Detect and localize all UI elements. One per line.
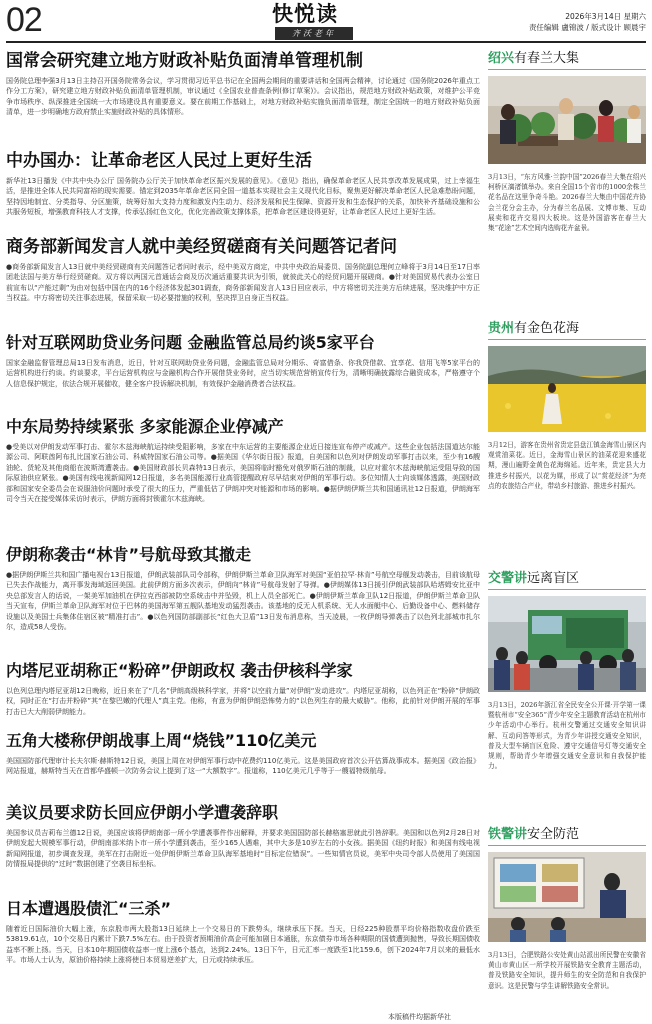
sidebar-title-place: 绍兴 [488,51,515,66]
article-body: 新华社13日播发《中共中央办公厅 国务院办公厅关于加快革命老区振兴发展的意见》。《意见》指出，确保革命老区人民共享改革发展成果，过上幸福生活，是推进全体人民共同富裕的现实需要。锚定到2035年革命老区同全国一道基本实现社会主义现代化目标，聚焦更好解决革命老区人民急难愁盼问题，坚持因地制宜、分类指导、分区施策，统筹好加大支持力度和激发内生动力、经济发展和民生保障、资源开发和生态保护的关系，加快补齐基础设施和公共服务短板，增强教育科技人才支撑，传承弘扬红色文化，优化完善政策支撑体系，把革命老区建设得更好，让革命老区人民过上更好生活。 [6,177,480,217]
article-10 [6,898,480,978]
sidebar-title-rest: 有金色花海 [514,321,580,336]
article-body: 国务院总理李强3月13日主持召开国务院常务会议，学习贯彻习近平总书记在全国两会期间的重要讲话和全国两会精神，讨论通过《国务院2026年重点工作分工方案》，研究建立地方财政补贴负面清单管理机制，审议通过《全国农业普查条例(修订草案)》。会议指出，规范地方财政补贴政策，对维护公平竞争市场秩序、纵深推进全国统一大市场建设具有重要意义。要在前期工作基础上，对地方财政补贴实施负面清单管理，制定全国统一的地方财政补贴负面清单，进一步明确地方政府禁止实施财政补贴的具体情形。 [6,77,480,117]
editor-credits: 责任编辑 盧锦波 / 版式设计 顾晨宇 [528,23,646,32]
article-headline: 内塔尼亚胡称正“粉碎”伊朗政权 袭击伊核科学家 [6,661,353,680]
page-number: 02 [6,1,42,39]
sidebar-story-4 [488,826,646,1024]
article-headline: 日本遭遇股债汇“三杀” [6,899,172,918]
photo-sidebar [488,50,646,1024]
article-2 [6,150,480,236]
article-headline: 针对互联网助贷业务问题 金融监管总局约谈5家平台 [6,333,375,352]
sidebar-title-place: 贵州 [488,321,515,336]
article-4 [6,332,480,416]
orchid-fair-photo [488,76,646,164]
sidebar-title-place: 交警讲 [488,571,528,586]
photo-caption: 3月13日，合肥铁路公安处黄山站派出所民警在安徽省黄山市黄山区一所学校开展铁路安全教育主题活动，普及铁路安全知识，提升师生的安全防范和自我保护意识。这是民警与学生讲解铁路安全常识。 [488,951,646,990]
article-5 [6,416,480,544]
article-7 [6,660,480,730]
sidebar-title [488,320,646,340]
header-divider [6,41,646,43]
article-headline: 伊朗称袭击“林肯”号航母致其撤走 [6,545,252,564]
article-headline: 中东局势持续紧张 多家能源企业停减产 [6,417,284,436]
photo-caption: 3月12日，游客在贵州省贵定县盘江镇金海雪山景区内观赏油菜花。近日，金海雪山景区的油菜花迎来盛花期，漫山遍野金黄色花海绵延。近年来，贵定县大力推进乡村振兴，以花为媒，形成了以“赏花经济”为亮点的农旅结合产业，带动乡村旅游、推进乡村振兴。 [488,441,646,490]
sidebar-title [488,50,646,70]
sidebar-title [488,570,646,590]
article-body: ●商务部新闻发言人13日就中美经贸磋商有关问题答记者问时表示，经中美双方商定，中共中央政治局委员、国务院副总理何立峰将于3月14日至17日率团赴法国与美方举行经贸磋商。双方将以两国元首通话会商及历次通话重要共识为引领，就彼此关心的经贸问题开展磋商。●针对美国贸易代表办公室日前宣布以“产能过剩”为由对包括中国在内的16个经济体发起301调查，商务部新闻发言人13日回应表示，中方将密切关注美方后续进展，坚决维护中方正当权益。中方将密切关注事态进展，保留采取一切必要措施的权利，坚决捍卫自身正当权益。 [6,263,480,303]
page-header [0,0,652,42]
sidebar-story-3 [488,570,646,826]
article-headline: 中办国办：让革命老区人民过上更好生活 [6,151,312,171]
article-body: ●受美以对伊朗发动军事打击、霍尔木兹海峡航运持续受阻影响，多家在中东运营的主要能源企业近日接连宣布停产或减产。这些企业包括法国道达尔能源公司、阿联酋阿布扎比国家石油公司、科威特国家石油公司等。●据美国《华尔街日报》报道，自美国和以色列对伊朗发动军事打击以来，至少有16艘油轮、货轮及其他商船在波斯湾遭袭击。●美国财政部长贝森特13日表示，美国将临时豁免对俄罗斯石油的制裁，以应对霍尔木兹海峡航运受阻导致的国际原油供应紧张。●美国有线电视新闻网12日报道，多名美国能源行业高管提醒政府尽早结束对伊朗的军事行动。多位知情人士向该媒体透露，美国财政部和国家安全委员会在说服油价问题时承受了很大的压力，严重低估了伊朗冲突对能源和市场的影响。●据伊朗伊斯兰共和国通讯社12日报道，伊朗海军司令当天在接受媒体采访时表示，伊朗方面将封锁霍尔木兹海峡。 [6,443,480,504]
article-body: 美国参议员吉莉布兰德12日说，美国应该将伊朗南部一所小学遭袭事件作出解释，并要求美国国防部长赫格塞思就此引咎辞职。美国和以色列2月28日对伊朗发起大规模军事行动，伊朗南部米纳卜市一所小学遭到袭击，至少165人遇难，其中大多是10岁左右的小女孩。据美国《纽约时报》和美国有线电视新闻网报道，初步调查发现，美军在打击附近一处伊朗伊斯兰革命卫队海军基地时“目标定位错误”。一些知情官员说，美军中央司令部人员使用了美国国防情报局提供的“过时”数据创建了空袭目标坐标。 [6,829,480,869]
railway-police-photo [488,852,646,942]
sidebar-title-place: 铁警讲 [488,827,528,842]
article-8 [6,730,480,802]
photo-caption: 3月13日，“东方风雅·兰韵中国”2026春兰大集在绍兴柯桥区漓渚镇举办。来自全国15个省市的1000余株兰花名品在这里争奇斗艳。2026春兰大集由中国花卉协会兰花分会主办，分为春兰名品展、文博市集、互动展卖和花卉交易四大板块。这是外国游客在春兰大集“花途”艺术空间内选购花卉盆景。 [488,173,646,233]
article-9 [6,802,480,898]
article-body: 随着近日国际油价大幅上涨，东京股市两大股指13日延续上一个交易日的下跌势头，继续承压下探。当天，日经225种股票平均价格指数收盘价跌至53819.61点，10个交易日内累计下跌7.5%左右。由于投资者预期油价高企可能加剧日本通胀，东京债券市场各种期限的国债遭到抛售，导致长期国债收益率不断上扬。当天，日本10年期国债收益率一度上涨6个基点，达到2.24%。13日下午，日元汇率一度跌至1比159.6，创下2024年7月以来的最低水平。市场人士认为，原油价格持续上涨将使日本贸易逆差扩大，日元或持续承压。 [6,925,480,965]
article-3 [6,236,480,332]
article-body: 以色列总理内塔尼亚胡12日晚称，近日来在了“几名”伊朗高级核科学家，并将“以空前力量”对伊朗“发动进攻”。内塔尼亚胡称，以色列正在“粉碎”伊朗政权，同时正在“打击并粉碎”其“在黎巴嫩的代理人”真主党。他称，有意为伊朗伊朗恐怖势力的“以色列生存的最大威胁”。他称，此前针对伊朗开展的军事打击已大大削弱伊朗能力。 [6,687,480,716]
sidebar-title-rest: 有春兰大集 [514,51,580,66]
news-column [6,50,480,978]
sidebar-title-rest: 安全防范 [527,827,580,842]
sidebar-story-1 [488,50,646,320]
article-6 [6,544,480,660]
issue-date: 2026年3月14日 星期六 [565,12,646,21]
rapeseed-field-photo [488,346,646,432]
article-headline: 美议员要求防长回应伊朗小学遭袭辞职 [6,803,279,822]
article-body: 国家金融监督管理总局13日发布消息，近日，针对互联网助贷业务问题，金融监管总局对分期乐、奇富借条、你我贷借款、宜享花、信用飞等5家平台的运营机构进行约谈。约谈要求，平台运营机构应与金融机构合作开展借贷业务时，应当切实规范营销宣传行为，清晰明确披露综合融资成本，严格遵守个人信息保护规定，依法合规开展催收，健全客户投诉解决机制，有效保护金融消费者合法权益。 [6,359,480,388]
traffic-police-photo [488,596,646,692]
article-body: 美国国防部代理审计长夫尔斯·赫斯特12日说，美国上周在对伊朗军事行动中花费约110亿美元。这是美国政府首次公开估算战事成本。据美国《政治报》网站报道，赫斯特当天在首都华盛顿一次防务会议上提到了这一“大额数字”。报道称，110亿美元几乎等于一艘福特级航母。 [6,757,480,776]
article-headline: 五角大楼称伊朗战事上周“烧钱”110亿美元 [6,731,317,750]
article-body: ●据伊朗伊斯兰共和国广播电视台13日报道，伊朗武装部队司令部称，伊朗伊斯兰革命卫队海军对美国“亚伯拉罕·林肯”号航空母舰发动袭击，目前该航母已失去作战能力，离开事发海域返回美国。此前伊朗方面多次表示，伊朗向“林肯”号航母发射了导弹。●伊朗媒体13日援引伊朗武装部队哈塔姆安比亚中央总部发言人的话说，一架美军加油机在伊拉克西部被防空系统击中并坠毁，机上人员全部死亡。●伊朗伊斯兰革命卫队12日报道，伊朗伊斯兰革命卫队当天宣布，伊斯兰革命卫队海军对位于巴林的美国海军第五舰队基地发动猛烈袭击。该基地的反无人机系统、无人水面艇中心、后勤设备中心、燃料储存设施以及美国士兵集体住宿区被“精准打击”。●以色列国防部副部长“红色大卫盾”13日发布消息称，当天凌晨，一枚伊朗导弹袭击了以色列北部城市扎尔尔，造成58人受伤。 [6,571,480,632]
article-headline: 国常会研究建立地方财政补贴负面清单管理机制 [6,51,363,71]
source-note: 本版稿件均据新华社 [388,1013,451,1021]
sidebar-story-2 [488,320,646,570]
photo-caption: 3月13日，2026年浙江省全民安全公开课·开学第一课暨杭州市“安全365”青少年安全主题教育活动在杭州市少年活动中心举行。杭州交警通过交通安全知识讲解、互动问答等形式，为青少年讲授交通安全知识，普及大型车辆盲区危险、遵守交通信号灯等交通安全规则，帮助青少年增强交通安全意识和自我保护能力。 [488,701,646,771]
article-headline: 商务部新闻发言人就中美经贸磋商有关问题答记者问 [6,237,397,257]
sidebar-title [488,826,646,846]
sidebar-title-rest: 远离盲区 [527,571,580,586]
article-1 [6,50,480,150]
section-title: 快悦读 [272,2,338,26]
brand-logo: 齐沃老年 [275,27,353,40]
